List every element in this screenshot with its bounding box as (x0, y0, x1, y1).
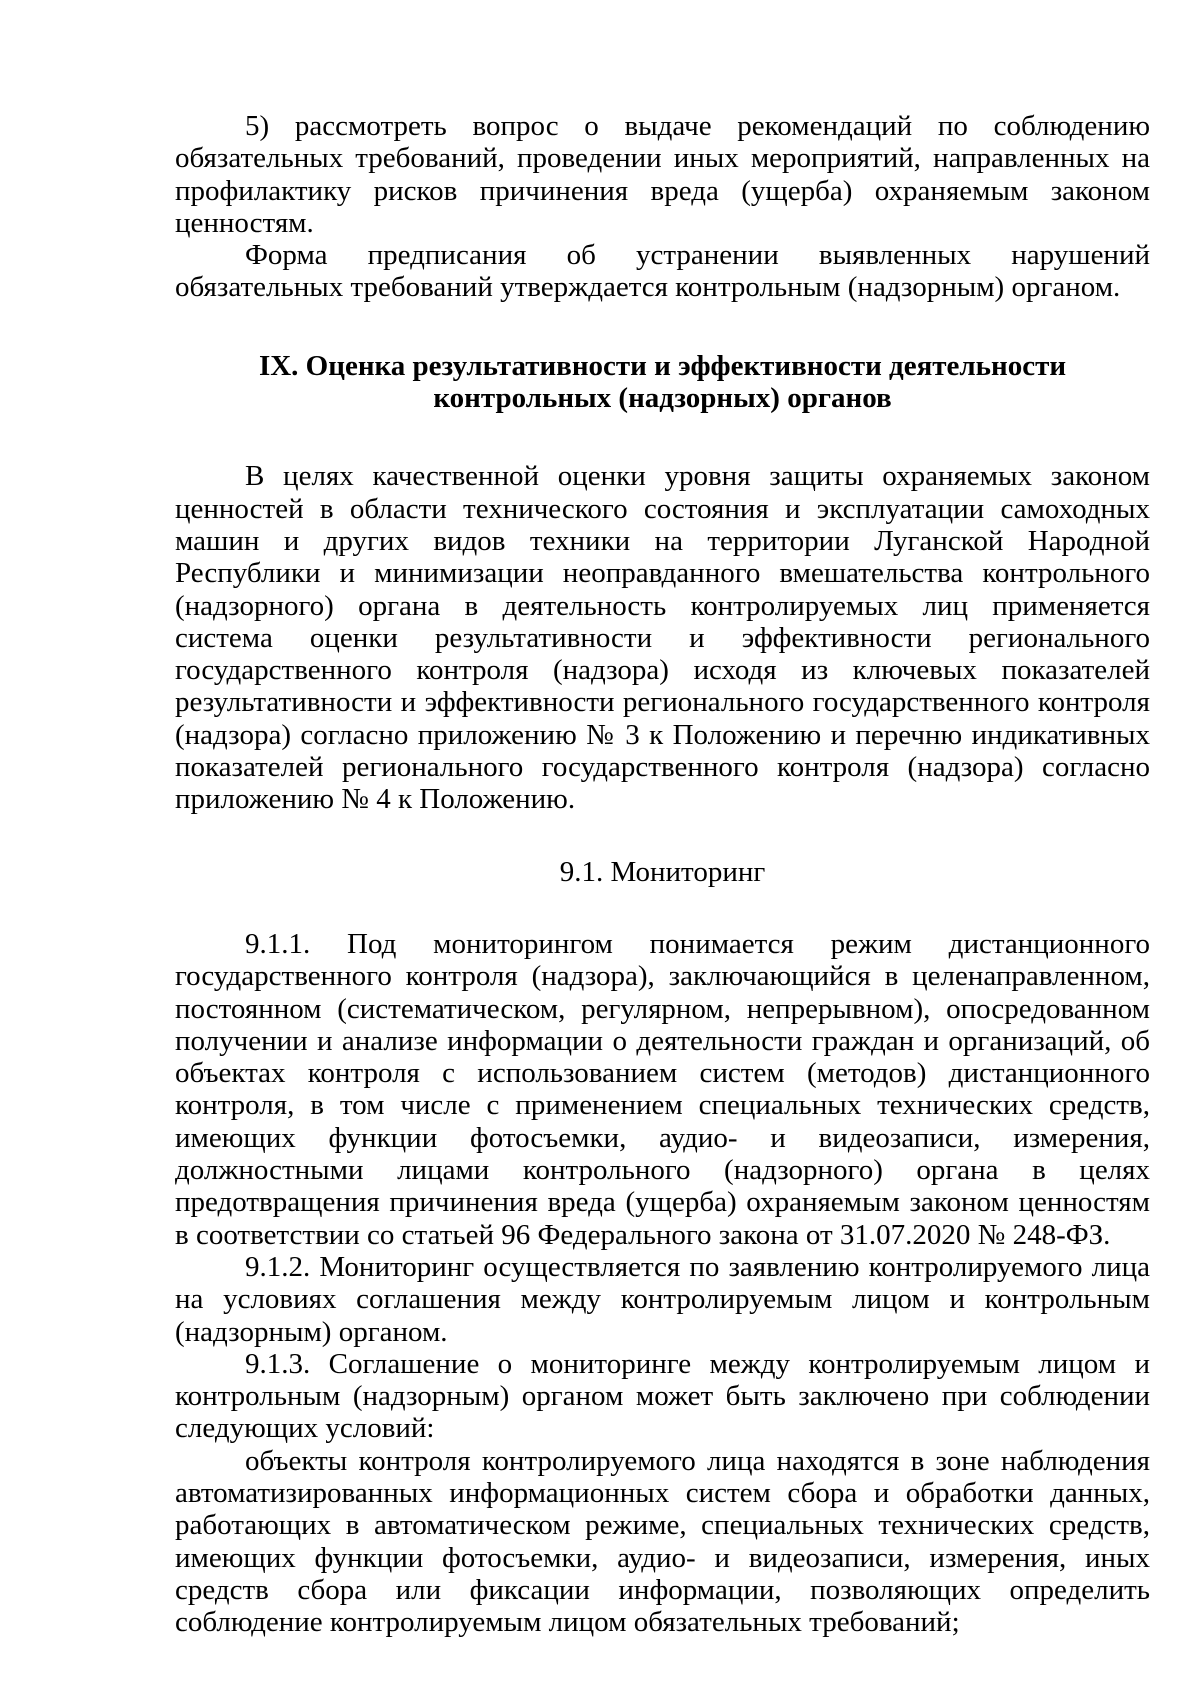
paragraph-prescription-form: Форма предписания об устранении выявленных нарушений обязательных требований утверждается контрольным (надзорным) органом. (175, 239, 1150, 304)
paragraph-9-1-2: 9.1.2. Мониторинг осуществляется по заявлению контролируемого лица на условиях соглашения между контролируемым лицом и контрольным (надзорным) органом. (175, 1250, 1150, 1348)
subsection-heading: 9.1. Мониторинг (559, 855, 766, 888)
section-heading: IX. Оценка результативности и эффективности деятельности контрольных (надзорных) органов (258, 349, 1067, 415)
paragraph-9-1-3: 9.1.3. Соглашение о мониторинге между контролируемым лицом и контрольным (надзорным) органом может быть заключено при соблюдении следующих условий: (175, 1347, 1150, 1445)
document-page (175, 110, 1150, 1638)
paragraph-item-5: 5) рассмотреть вопрос о выдаче рекомендаций по соблюдению обязательных требований, проведении иных мероприятий, направленных на профилактику рисков причинения вреда (ущерба) охраняемым законом ценностям. (175, 110, 1150, 239)
paragraph-evaluation-system: В целях качественной оценки уровня защиты охраняемых законом ценностей в области технического состояния и эксплуатации самоходных машин и других видов техники на территории Луганской Народной Республики и минимизации неоправданного вмешательства контрольного (надзорного) органа в деятельность контролируемых лиц применяется система оценки результативности и эффективности регионального государственного контроля (надзора) исходя из ключевых показателей результативности и эффективности регионального государственного контроля (надзора) согласно приложению № 3 к Положению и перечню индикативных показателей регионального государственного контроля (надзора) согласно приложению № 4 к Положению. (175, 460, 1150, 816)
paragraph-9-1-1: 9.1.1. Под мониторингом понимается режим дистанционного государственного контроля (надзора), заключающийся в целенаправленном, постоянном (систематическом, регулярном, непрерывном), опосредованном получении и анализе информации о деятельности граждан и организаций, об объектах контроля с использованием систем (методов) дистанционного контроля, в том числе с применением специальных технических средств, имеющих функции фотосъемки, аудио- и видеозаписи, измерения, должностными лицами контрольного (надзорного) органа в целях предотвращения причинения вреда (ущерба) охраняемым законом ценностям в соответствии со статьей 96 Федерального закона от 31.07.2020 № 248-ФЗ. (175, 927, 1150, 1251)
paragraph-condition: объекты контроля контролируемого лица находятся в зоне наблюдения автоматизированных информационных систем сбора и обработки данных, работающих в автоматическом режиме, специальных технических средств, имеющих функции фотосъемки, аудио- и видеозаписи, измерения, иных средств сбора или фиксации информации, позволяющих определить соблюдение контролируемым лицом обязательных требований; (175, 1444, 1150, 1639)
